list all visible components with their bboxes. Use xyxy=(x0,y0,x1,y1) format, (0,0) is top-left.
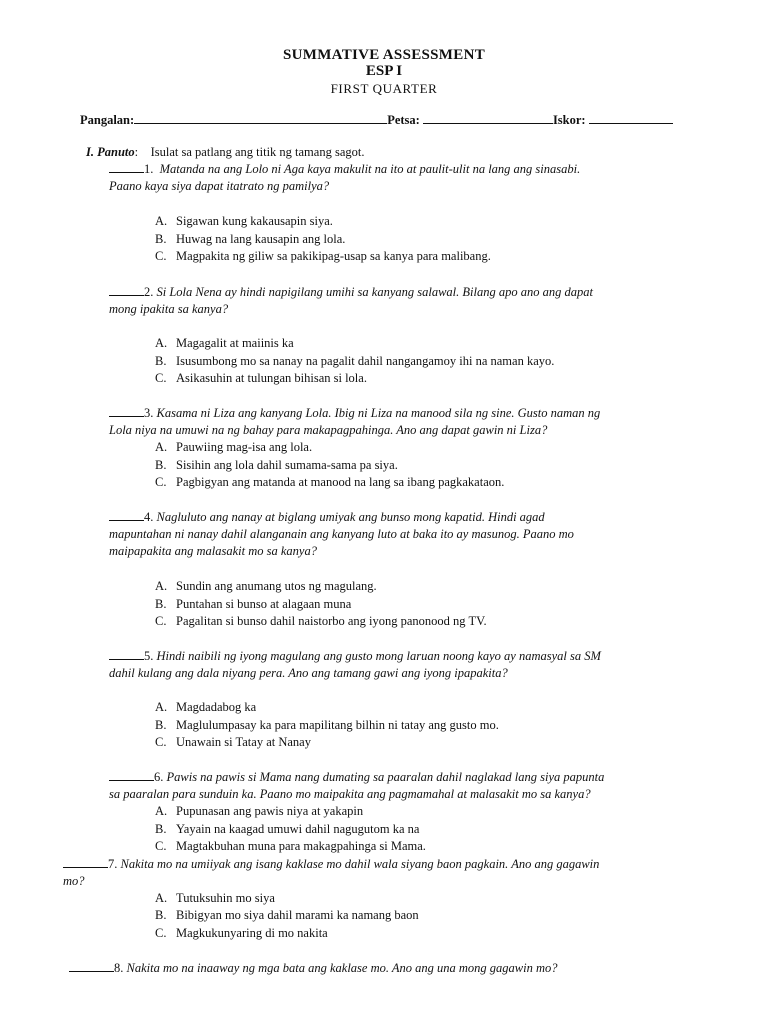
question-text-cont: dahil kulang ang dala niyang pera. Ano ang tamang gawi ang iyong ipapakita? xyxy=(109,666,508,680)
question-text: Nagluluto ang nanay at biglang umiyak ang bunso mong kapatid. Hindi agad xyxy=(156,510,545,524)
question-text-cont: maipapakita ang malasakit mo sa kanya? xyxy=(109,544,317,558)
question-4 xyxy=(109,509,545,525)
question-7 xyxy=(63,856,599,872)
score-blank[interactable] xyxy=(589,112,673,124)
question-text-cont: Lola niya na umuwi na ng bahay para makapagpahinga. Ano ang dapat gawin ni Liza? xyxy=(109,423,548,437)
instructions xyxy=(86,144,364,160)
choice-letter: C. xyxy=(155,735,167,749)
student-info-line xyxy=(80,112,673,128)
choice-letter: B. xyxy=(155,232,167,246)
question-text: Matanda na ang Lolo ni Aga kaya makulit na ito at paulit-ulit na lang ang sinasabi. xyxy=(159,162,581,176)
choice-text: Sundin ang anumang utos ng magulang. xyxy=(176,579,377,593)
answer-blank[interactable] xyxy=(63,856,108,868)
instructions-text: Isulat sa patlang ang titik ng tamang sagot. xyxy=(150,145,365,159)
question-number: 1. xyxy=(144,162,154,176)
question-1 xyxy=(109,161,580,177)
question-number: 5. xyxy=(144,649,154,663)
question-5 xyxy=(109,648,601,664)
choice-letter: A. xyxy=(155,440,168,454)
question-text-cont: Paano kaya siya dapat itatrato ng pamilya? xyxy=(109,179,330,193)
choice-letter: A. xyxy=(155,214,168,228)
question-number: 3. xyxy=(144,406,154,420)
subject-title: ESP I xyxy=(365,63,403,79)
choice-text: Huwag na lang kausapin ang lola. xyxy=(176,232,346,246)
choice-letter: A. xyxy=(155,804,168,818)
choice-text: Asikasuhin at tulungan bihisan si lola. xyxy=(176,371,367,385)
question-text: Nakita mo na umiiyak ang isang kaklase mo dahil wala siyang baon pagkain. Ano ang gagawin xyxy=(120,857,600,871)
choice-letter: C. xyxy=(155,614,167,628)
question-text-cont: mong ipakita sa kanya? xyxy=(109,302,229,316)
question-text-cont: sa paaralan para sunduin ka. Paano mo maipakita ang pagmamahal at malasakit mo sa kanya? xyxy=(109,787,591,801)
answer-blank[interactable] xyxy=(109,284,144,296)
question-number: 7. xyxy=(108,857,118,871)
choice-text: Maglulumpasay ka para mapilitang bilhin ni tatay ang gusto mo. xyxy=(176,718,499,732)
choice-text: Magpakita ng giliw sa pakikipag-usap sa kanya para malibang. xyxy=(176,249,491,263)
choice-letter: B. xyxy=(155,458,167,472)
answer-blank[interactable] xyxy=(69,960,114,972)
choice-letter: C. xyxy=(155,926,167,940)
choice-text: Pagbigyan ang matanda at manood na lang sa ibang pagkakataon. xyxy=(176,475,505,489)
question-text: Si Lola Nena ay hindi napigilang umihi sa kanyang salawal. Bilang apo ano ang dapat xyxy=(156,285,593,299)
choice-letter: B. xyxy=(155,822,167,836)
name-label: Pangalan: xyxy=(80,113,135,127)
choice-letter: B. xyxy=(155,354,167,368)
question-text: Pawis na pawis si Mama nang dumating sa paaralan dahil naglakad lang siya papunta xyxy=(166,770,605,784)
answer-blank[interactable] xyxy=(109,769,154,781)
choice-letter: B. xyxy=(155,718,167,732)
question-8 xyxy=(69,960,558,976)
question-text: Hindi naibili ng iyong magulang ang gusto mong laruan noong kayo ay namasyal sa SM xyxy=(156,649,601,663)
answer-blank[interactable] xyxy=(109,405,144,417)
choice-text: Magtakbuhan muna para makagpahinga si Mama. xyxy=(176,839,426,853)
question-text-cont: mapuntahan ni nanay dahil alanganain ang kanyang luto at baka ito ay masunog. Paano mo xyxy=(109,527,574,541)
choice-letter: B. xyxy=(155,597,167,611)
choice-text: Tutuksuhin mo siya xyxy=(176,891,275,905)
quarter-title: FIRST QUARTER xyxy=(330,81,438,96)
choice-text: Puntahan si bunso at alagaan muna xyxy=(176,597,352,611)
choice-text: Magkukunyaring di mo nakita xyxy=(176,926,328,940)
question-number: 4. xyxy=(144,510,154,524)
choice-letter: A. xyxy=(155,700,168,714)
instructions-colon: : xyxy=(134,145,139,159)
document-title: SUMMATIVE ASSESSMENT xyxy=(282,47,486,63)
choice-letter: A. xyxy=(155,579,168,593)
choice-letter: C. xyxy=(155,371,167,385)
choice-text: Unawain si Tatay at Nanay xyxy=(176,735,311,749)
choice-text: Magdadabog ka xyxy=(176,700,257,714)
choice-text: Sigawan kung kakausapin siya. xyxy=(176,214,333,228)
question-3 xyxy=(109,405,600,421)
choice-text: Bibigyan mo siya dahil marami ka namang baon xyxy=(176,908,419,922)
choice-letter: B. xyxy=(155,908,167,922)
question-text: Kasama ni Liza ang kanyang Lola. Ibig ni Liza na manood sila ng sine. Gusto naman ng xyxy=(156,406,601,420)
question-number: 2. xyxy=(144,285,154,299)
instructions-label: I. Panuto xyxy=(86,145,135,159)
choice-text: Pupunasan ang pawis niya at yakapin xyxy=(176,804,364,818)
name-blank[interactable] xyxy=(134,112,387,124)
choice-text: Pauwiing mag-isa ang lola. xyxy=(176,440,313,454)
choice-text: Yayain na kaagad umuwi dahil nagugutom ka na xyxy=(176,822,420,836)
choice-letter: A. xyxy=(155,891,168,905)
question-2 xyxy=(109,284,593,300)
question-6 xyxy=(109,769,604,785)
question-number: 6. xyxy=(154,770,164,784)
choice-text: Sisihin ang lola dahil sumama-sama pa siya. xyxy=(176,458,398,472)
choice-letter: C. xyxy=(155,249,167,263)
choice-text: Pagalitan si bunso dahil naistorbo ang iyong panonood ng TV. xyxy=(176,614,487,628)
answer-blank[interactable] xyxy=(109,509,144,521)
question-text-cont: mo? xyxy=(63,874,85,888)
choice-letter: C. xyxy=(155,475,167,489)
question-number: 8. xyxy=(114,961,124,975)
choice-letter: A. xyxy=(155,336,168,350)
choice-letter: C. xyxy=(155,839,167,853)
date-label: Petsa: xyxy=(387,113,420,127)
date-blank[interactable] xyxy=(423,112,553,124)
score-label: Iskor: xyxy=(552,113,586,127)
answer-blank[interactable] xyxy=(109,161,144,173)
choice-text: Isusumbong mo sa nanay na pagalit dahil nangangamoy ihi na naman kayo. xyxy=(176,354,555,368)
choice-text: Magagalit at maiinis ka xyxy=(176,336,294,350)
answer-blank[interactable] xyxy=(109,648,144,660)
question-text: Nakita mo na inaaway ng mga bata ang kaklase mo. Ano ang una mong gagawin mo? xyxy=(126,961,558,975)
